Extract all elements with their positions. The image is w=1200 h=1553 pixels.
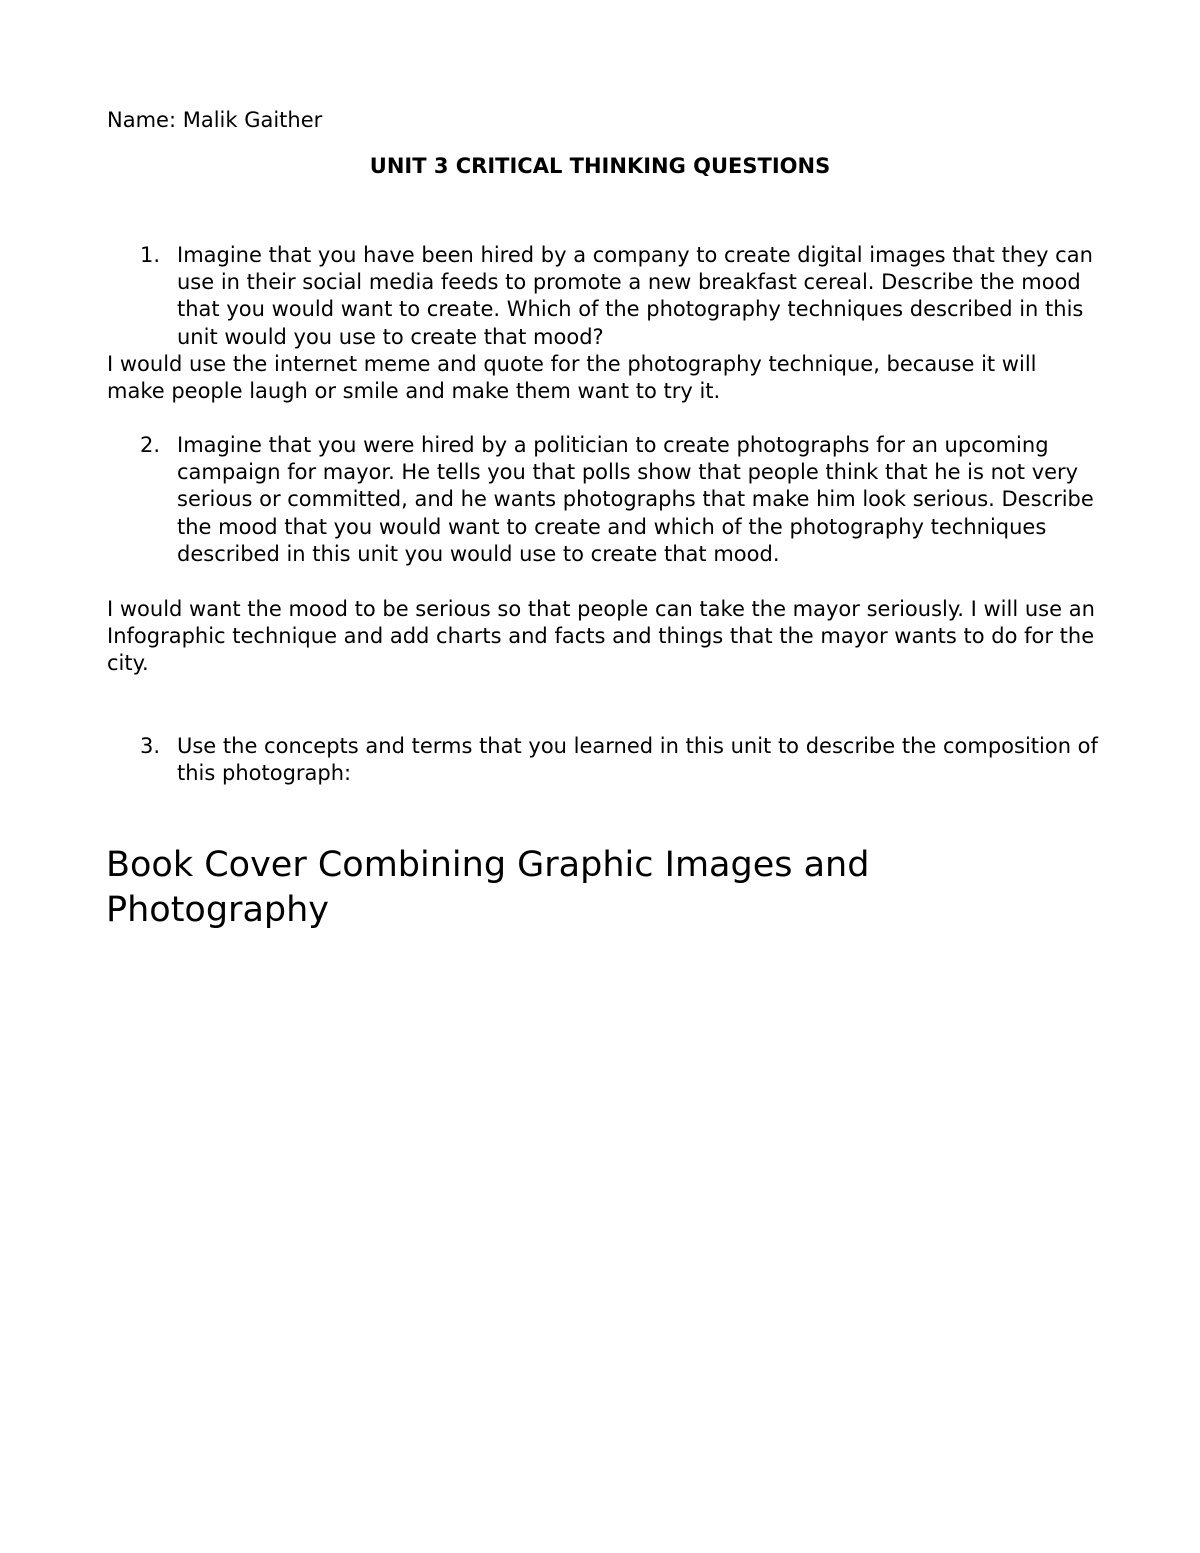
answer-1: I would use the internet meme and quote for the photography technique, because it will make people laugh or smile and make them want to try it.: [107, 352, 1037, 404]
question-text: Imagine that you were hired by a politician to create photographs for an upcoming campaign for mayor. He tells you that polls show that people think that he is not very serious or committed, and he wants photographs that make him look serious. Describe the mood that you would want to create and which of the photography techniques described in this unit you would use to create that mood.: [177, 433, 1094, 566]
answer-2: I would want the mood to be serious so that people can take the mayor seriously. I will use an Infographic technique and add charts and facts and things that the mayor wants to do for the city.: [107, 597, 1095, 676]
question-number: 3.: [140, 734, 161, 758]
question-number: 2.: [140, 433, 161, 457]
question-number: 1.: [140, 243, 161, 267]
question-text: Imagine that you have been hired by a company to create digital images that they can use in their social media feeds to promote a new breakfast cereal. Describe the mood that you would want to create. Which of the photography techniques described in this unit would you use to create that mood?: [177, 243, 1093, 349]
question-1: [140, 242, 1120, 351]
section-heading: Book Cover Combining Graphic Images and Photography: [106, 845, 870, 930]
student-name-line: Name: Malik Gaither: [107, 108, 323, 132]
question-2: [140, 432, 1120, 568]
document-title: UNIT 3 CRITICAL THINKING QUESTIONS: [369, 154, 831, 178]
question-text: Use the concepts and terms that you learned in this unit to describe the composition of this photograph:: [177, 734, 1098, 786]
question-3: [140, 733, 1120, 787]
